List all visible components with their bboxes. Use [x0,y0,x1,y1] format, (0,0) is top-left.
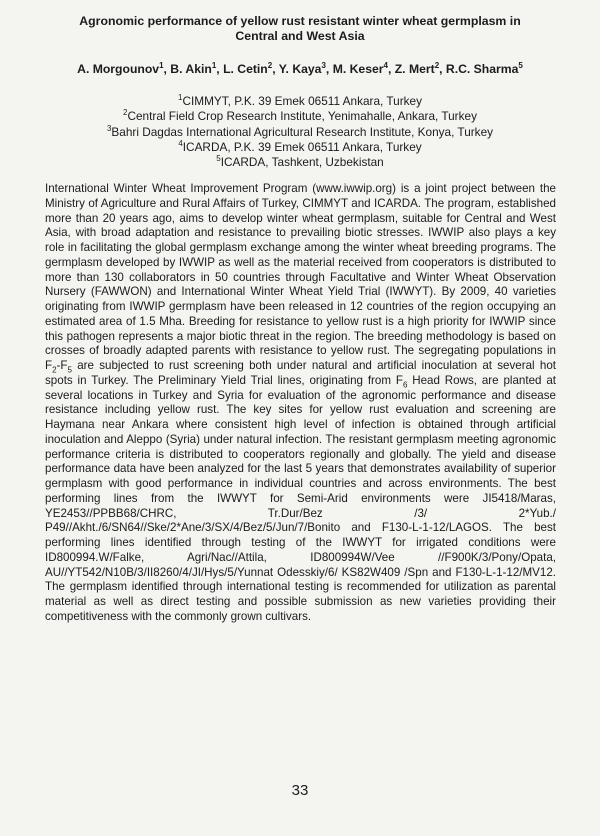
affiliation: $^3$Bahri Dagdas International Agricultural Research Institute, Konya, Turkey [106,123,494,139]
affiliation: $^2$Central Field Crop Research Institute, Yenimahalle, Ankara, Turkey [123,108,477,124]
author: Z. Mert$^2$, [394,60,446,76]
author-list [20,62,580,77]
author: L. Cetin$^2$, [223,60,279,76]
affiliation: $^4$ICARDA, P.K. 39 Emek 06511 Ankara, Turkey [178,138,422,154]
author: A. Morgounov$^1$, [77,60,171,76]
paper-title [40,14,560,44]
affiliation-list [20,94,580,170]
affiliation: $^5$ICARDA, Tashkent, Uzbekistan [216,154,384,170]
author: B. Akin$^1$, [170,60,224,76]
author: M. Keser$^4$, [332,60,395,76]
title-line-1: Agronomic performance of yellow rust resistant winter wheat germplasm in [79,14,521,28]
author: Y. Kaya$^3$, [278,60,333,76]
abstract-text: International Winter Wheat Improvement Program (www.iwwip.org) is a joint project between the Ministry of Agriculture and Rural Affairs of Turkey, CIMMYT and ICARDA. The program, established more than 20 years ago, aims to develop winter wheat germplasm, suitable for Central and West Asia, with broad adaptation and resistance to prevailing biotic stresses. IWWIP also plays a key role in facilitating the global germplasm exchange among the winter wheat breeding programs. The germplasm developed by IWWIP as well as the material received from cooperators is distributed to more than 130 collaborators in 50 countries through Facultative and Winter Wheat Observation Nursery (FAWWON) and International Winter Wheat Yield Trial (IWWYT). By 2009, 40 varieties originating from IWWIP germplasm have been released in 12 countries of the region occupying an estimated area of 1.5 Mha. Breeding for resistance to yellow rust is a high priority for IWWIP since this pathogen represents a major biotic threat in the region. The breeding methodology is based on crosses of broadly adapted parents with resistance to yellow rust. The segregating populations in $F_2-F_5$ are subjected to rust screening both under natural and artificial inoculation at several hot spots in Turkey. The Preliminary Yield Trial lines, originating from $F_6$ Head Rows, are planted at several locations in Turkey and Syria for evaluation of the agronomic performance and disease resistance including yellow rust. The key sites for yellow rust evaluation and screening are Haymana near Ankara where consistent high level of infection is obtained through artificial inoculation and Aleppo (Syria) under natural infection. The resistant germplasm meeting agronomic performance criteria is distributed to cooperators regionally and globally. The yield and disease performance data have been analyzed for the last 5 years that demonstrates availability of superior germplasm with good performance in individual countries and across environments. The best performing lines from the IWWYT for Semi-Arid environments were JI5418/Maras, YE2453//PPBB68/CHRC, Tr.Dur/Bez /3/ 2*Yub./ P49//Akht./6/SN64//Ske/2*Ane/3/SX/4/Bez/5/Jun/7/Bonito and F130-L-1-12/LAGOS. The best performing lines identified through testing of the IWWYT for irrigated conditions were ID800994.W/Falke, Agri/Nac//Attila, ID800994W/Vee //F900K/3/Pony/Opata, AU//YT542/N10B/3/II8260/4/JI/Hys/5/Yunnat Odesskiy/6/ KS82W409 /Spn and F130-L-1-12/MV12. The germplasm identified through international testing is recommended for utilization as parental material as well as direct testing and possible submission as new varieties providing their competitiveness with the commonly grown cultivars. [45,182,556,623]
author: R.C. Sharma$^5$ [445,60,523,76]
page-number: 33 [291,782,309,799]
title-line-2: Central and West Asia [235,29,365,43]
affiliation: $^1$CIMMYT, P.K. 39 Emek 06511 Ankara, Turkey [178,93,422,108]
